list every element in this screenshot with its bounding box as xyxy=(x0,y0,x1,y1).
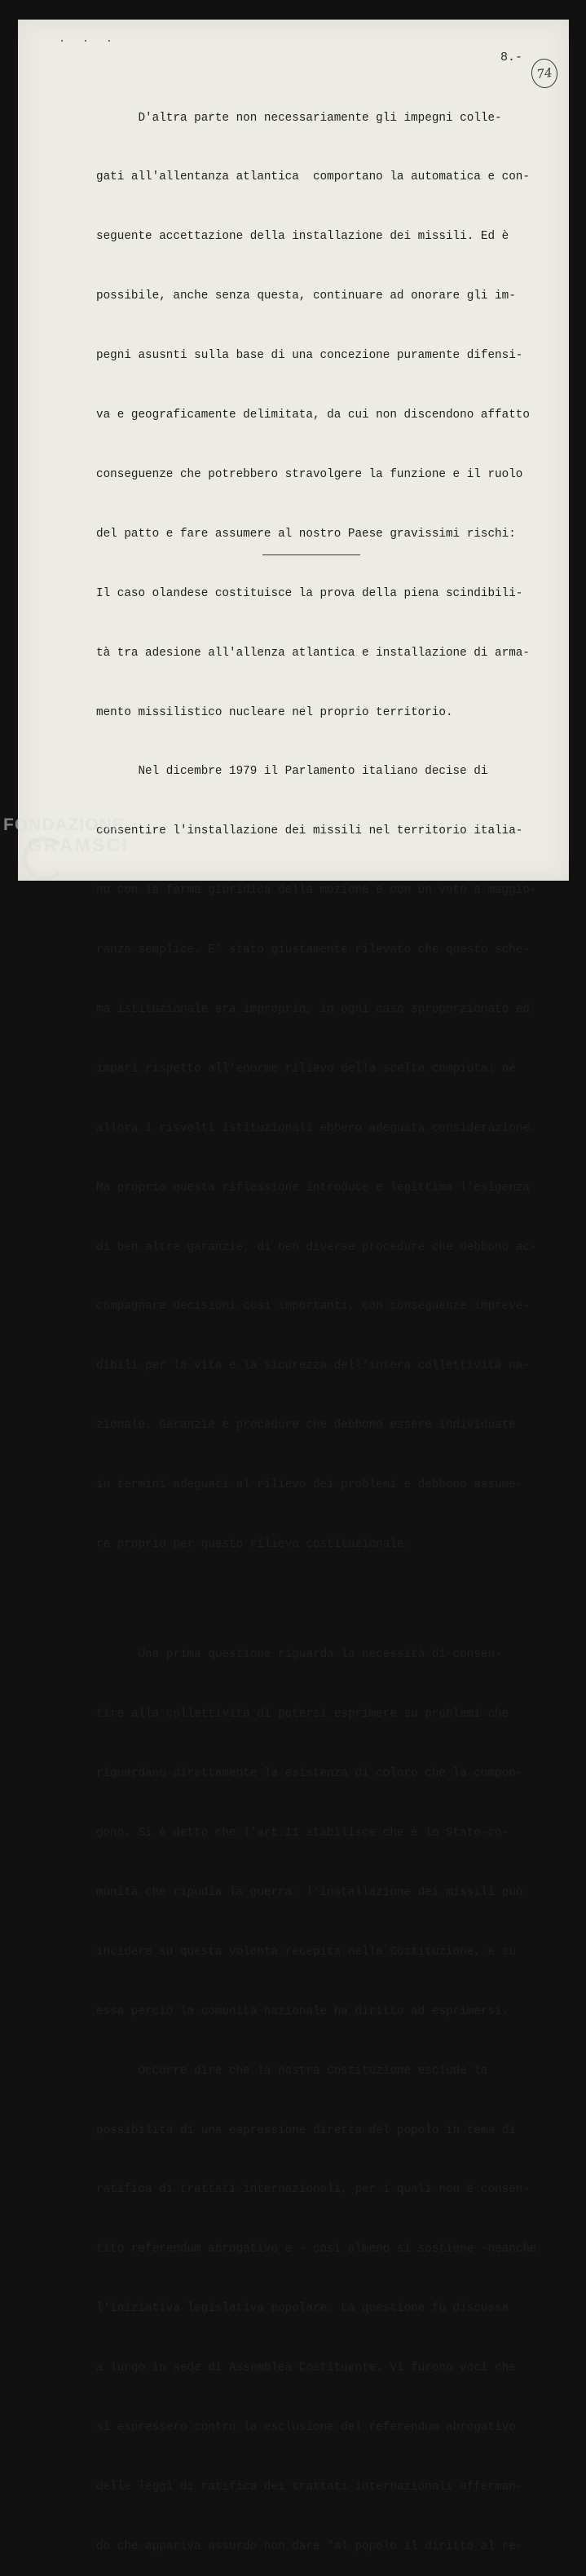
text-line: ranza semplice. E' stato giustamente rilevato che questo sche- xyxy=(96,943,530,957)
text-line: di ben altre garanzie, di ben diverse procedure che debbono ac- xyxy=(96,1240,537,1254)
text-line: tito referendum abrogativo e - così almeno si sostiene -neanche xyxy=(96,2242,537,2256)
text-line: dibili per la vita e la sicurezza dell'intera collettività na- xyxy=(96,1359,530,1373)
text-line: conseguenze che potrebbero stravolgere la funzione e il ruolo xyxy=(96,467,523,481)
text-line: Nel dicembre 1979 il Parlamento italiano decise di xyxy=(96,765,488,779)
text-line: possibile, anche senza questa, continuare ad onorare gli im- xyxy=(96,289,516,303)
text-line: compagnare decisioni così importanti, con conseguenze impreve- xyxy=(96,1300,530,1314)
text-line: del patto e fare assumere al nostro Paese gravissimi rischi: xyxy=(96,527,516,541)
archive-stamp: 74 xyxy=(530,57,560,90)
text-line: in termini adeguati al rilievo dei problemi e debbono assume- xyxy=(96,1478,523,1492)
text-line: Il caso olandese costituisce la prova della piena scindibili- xyxy=(96,586,523,600)
text-line: tà tra adesione all'allenza atlantica e installazione di arma- xyxy=(96,646,530,660)
text-line: consentire l'installazione dei missili nel territorio italia- xyxy=(96,824,523,838)
text-line: allora i risvolti istituzionali ebbero adeguata considerazione. xyxy=(96,1121,537,1135)
top-dots: . . . xyxy=(59,33,118,46)
text-line: Occorre dire che la nostra Costituzione esclude la xyxy=(96,2064,488,2078)
text-line: ratifica di trattati internazionali, per i quali non è consen- xyxy=(96,2183,530,2197)
text-line: delle leggi di ratifica dei trattati internazionali afferman- xyxy=(96,2480,523,2494)
text-line: essa perciò la comunità nazionale ha diritto ad esprimersi. xyxy=(96,2004,509,2018)
text-line: D'altra parte non necessariamente gli impegni colle- xyxy=(96,111,502,125)
text-line: tire alla collettività di potersi esprimere su problemi che xyxy=(96,1708,509,1721)
text-line: ma istituzionale era improprio, in ogni caso sproporzionato ed xyxy=(96,1002,530,1016)
text-line: zionale. Garanzie e procedure che debbono essere individuate xyxy=(96,1419,516,1433)
text-line: gono. Si è detto che l'art.11 stabilisce che è lo Stato-co- xyxy=(96,1827,509,1840)
text-line: si espressero contro la esclusione del referendum abrogativo xyxy=(96,2421,516,2435)
watermark-line1: FONDAZIONE xyxy=(3,815,125,834)
text-line: l'iniziativa legislativa popolare. La questione fu discussa xyxy=(96,2302,509,2316)
text-line: gati all'allentanza atlantica comportano la automatica e con- xyxy=(96,170,530,184)
text-line: va e geograficamente delimitata, da cui non discendono affatto xyxy=(96,409,530,422)
page-number: 8.- xyxy=(500,51,523,64)
text-line: Ma proprio questa riflessione introduce e legittima l'esigenza xyxy=(96,1181,530,1195)
watermark xyxy=(3,815,130,855)
watermark-line2: GRAMSCI xyxy=(28,835,130,855)
text-line: a lungo in sede di Assemblea Costituente. Vi furono voci che xyxy=(96,2362,516,2375)
text-line: no con la forma giuridica della mozione e con un voto a maggio- xyxy=(96,884,537,898)
paragraph-gap xyxy=(96,1594,520,1606)
text-line: mento missilistico nucleare nel proprio territorio. xyxy=(96,705,453,719)
text-line: possibilità di una espressione diretta del popolo in tema di xyxy=(96,2123,516,2137)
text-line: do che appariva assurdo non dare "al popolo il diritto al re- xyxy=(96,2539,523,2553)
text-line: impari rispetto all'enorme rilievo della scelta compiuta: né xyxy=(96,1062,516,1076)
text-line: riguardano direttamente la esistenza di coloro che la compon- xyxy=(96,1767,523,1781)
text-line: seguente accettazione della installazione dei missili. Ed è xyxy=(96,230,509,244)
text-line: re proprio per questo rilievo costituzionale. xyxy=(96,1537,412,1551)
text-line: munità che ripudia la guerra: l'installazione dei missili può xyxy=(96,1886,523,1900)
text-line: incidere su questa volontà recepita nella Costituzione, e su xyxy=(96,1945,516,1959)
text-line: pegni asusnti sulla base di una concezione puramente difensi- xyxy=(96,349,523,363)
text-line: Una prima questione riguarda la necessità di consen- xyxy=(96,1648,502,1662)
document-body xyxy=(96,68,537,2576)
